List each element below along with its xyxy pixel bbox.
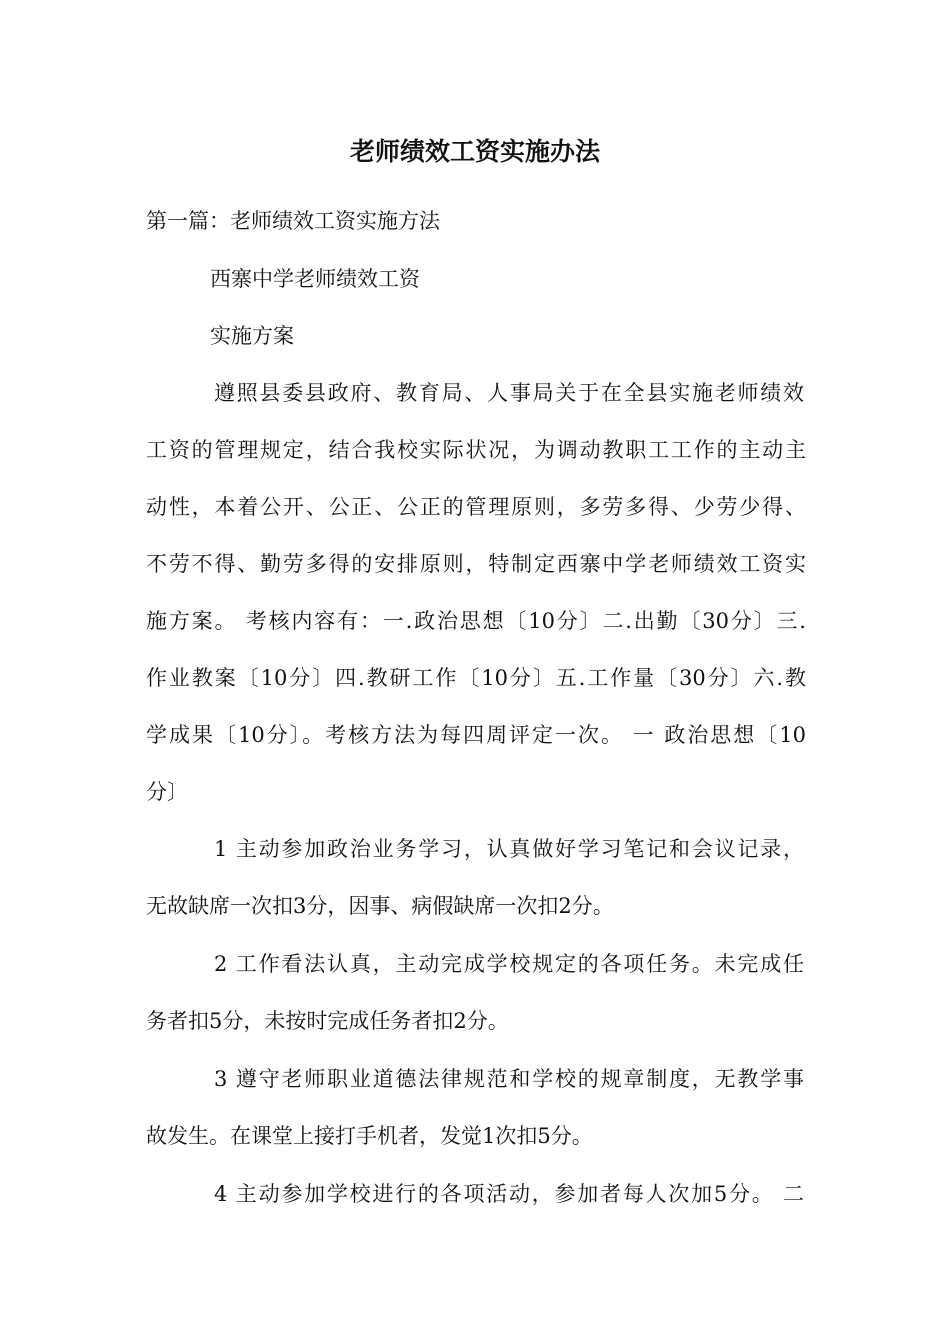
subheading-plan: 实施方案 bbox=[210, 324, 294, 348]
paragraph-line: 遵照县委县政府、教育局、人事局关于在全县实施老师绩效 bbox=[214, 381, 804, 405]
document-title: 老师绩效工资实施办法 bbox=[349, 137, 600, 166]
rule-item-4: 4 主动参加学校进行的各项活动，参加者每人次加5分。 二 bbox=[214, 1182, 804, 1206]
paragraph-line: 动性，本着公开、公正、公正的管理原则，多劳多得、少劳少得、 bbox=[146, 495, 806, 519]
rule-item-3: 3 遵守老师职业道德法律规范和学校的规章制度，无教学事 bbox=[214, 1067, 804, 1091]
rule-item-1-cont: 无故缺席一次扣3分，因事、病假缺席一次扣2分。 bbox=[146, 894, 614, 918]
rule-item-2-cont: 务者扣5分，未按时完成任务者扣2分。 bbox=[146, 1009, 509, 1033]
paragraph-line: 不劳不得、勤劳多得的安排原则，特制定西寨中学老师绩效工资实 bbox=[146, 552, 806, 576]
rule-item-3-cont: 故发生。在课堂上接打手机者，发觉1次扣5分。 bbox=[146, 1124, 593, 1148]
paragraph-line: 分〕 bbox=[146, 780, 188, 804]
rule-item-2: 2 工作看法认真，主动完成学校规定的各项任务。未完成任 bbox=[214, 952, 804, 976]
paragraph-line: 学成果〔10分〕。考核方法为每四周评定一次。 一 政治思想〔10 bbox=[146, 723, 806, 747]
subheading-school: 西寨中学老师绩效工资 bbox=[210, 267, 420, 291]
paragraph-line: 工资的管理规定，结合我校实际状况，为调动教职工工作的主动主 bbox=[146, 438, 806, 462]
rule-item-1: 1 主动参加政治业务学习，认真做好学习笔记和会议记录， bbox=[214, 837, 804, 861]
paragraph-line: 作业教案〔10分〕四.教研工作〔10分〕五.工作量〔30分〕六.教 bbox=[146, 666, 806, 690]
paragraph-line: 施方案。 考核内容有：一.政治思想〔10分〕二.出勤〔30分〕三. bbox=[146, 609, 806, 633]
section-heading: 第一篇：老师绩效工资实施方法 bbox=[146, 209, 440, 233]
